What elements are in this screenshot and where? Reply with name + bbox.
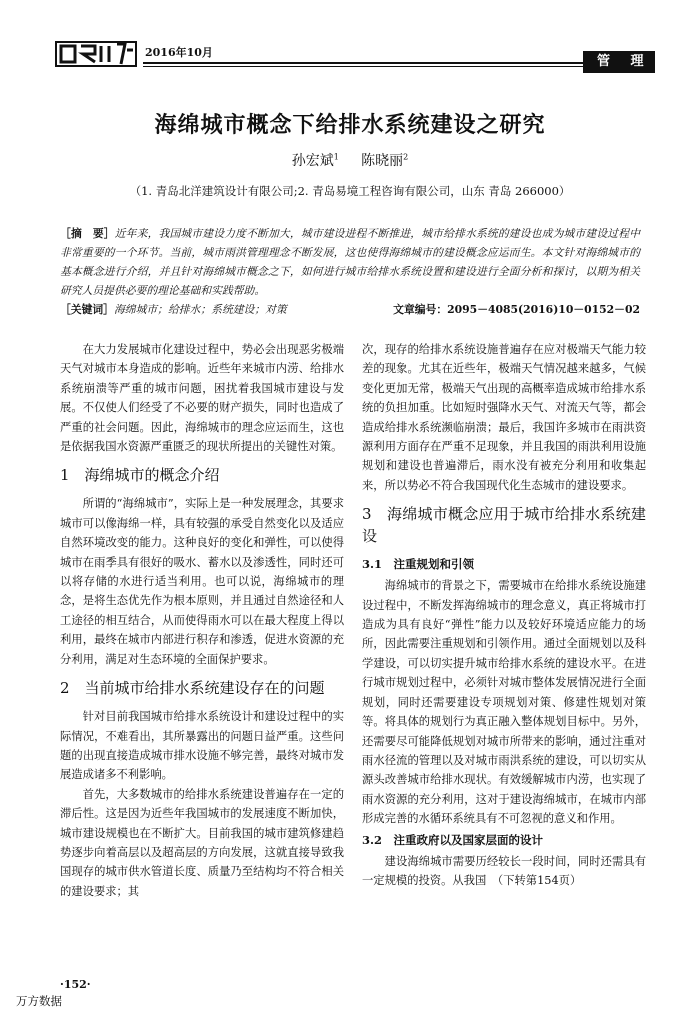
author-2-affil: 2 [403,152,409,162]
keywords [60,302,287,317]
right-column [362,340,646,890]
section-tag: 管 理 [583,51,655,73]
article-number: 文章编号：2095－4085(2016)10－0152－02 [393,303,640,316]
section-heading-3: 3 海绵城市概念应用于城市给排水系统建设 [362,505,646,546]
left-column [60,340,344,901]
running-header [55,36,655,76]
abstract-label: ［摘 要］ [60,227,115,240]
paragraph: 首先，大多数城市的给排水系统建设普遍存在一定的滞后性。这是因为近些年我国城市的发展速度不断加快，城市建设规模也在不断扩大。目前我国的城市建筑修建趋势逐步向着高层以及超高层的方向发展，这就直接导致我国现存的城市供水管道长度、质量乃至结构均不符合相关的建设要求；其 [60,787,344,898]
abstract [60,224,640,300]
paper-title: 海绵城市概念下给排水系统建设之研究 [154,112,546,138]
subsection-heading-3-1: 3.1 注重规划和引领 [362,557,475,572]
paragraph: 针对目前我国城市给排水系统设计和建设过程中的实际情况，不难看出，其所暴露出的问题日益严重。这些问题的出现直接造成城市排水设施不够完善，最终对城市发展造成诸多不利影响。 [60,710,344,782]
page-number: ·152· [60,978,91,991]
issue-date: 2016年10月 [145,46,213,59]
affiliation: （1. 青岛北洋建筑设计有限公司;2. 青岛易境工程咨询有限公司，山东 青岛 266000） [129,184,571,198]
author-1-affil: 1 [333,152,339,162]
authors [0,150,700,170]
journal-logo [55,40,137,68]
keywords-label: ［关键词］ [60,303,114,316]
section-heading-2: 2 当前城市给排水系统建设存在的问题 [60,679,325,698]
paragraph: 在大力发展城市化建设过程中，势必会出现恶劣极端天气对城市本身造成的影响。近些年来城市内涝、给排水系统崩溃等严重的城市问题，困扰着我国城市建设与发展。不仅使人们经受了不必要的财产损失，同时也造成了严重的社会问题。因此，海绵城市的理念应运而生，这也是依据我国水资源严重匮乏的现状所提出的关键性对策。 [60,343,344,454]
subsection-heading-3-2: 3.2 注重政府以及国家层面的设计 [362,832,544,847]
author-1: 孙宏斌 [291,153,334,169]
author-2: 陈晓丽 [361,153,404,169]
paragraph: 海绵城市的背景之下，需要城市在给排水系统设施建设过程中，不断发挥海绵城市的理念意义，真正将城市打造成为具有良好“弹性”能力以及较好环境适应能力的场所，因此需要注重规划和引领作用。通过全面规划以及科学建设，可以切实提升城市给排水系统的建设水平。在进行城市规划过程中，必须针对城市整体发展情况进行全面规划，同时还需要建设专项规划对策、修建性规划对策等。将具体的规划行为真正融入整体规划目标中。另外，还需要尽可能降低规划对城市所带来的影响，通过注重对雨水径流的管理以及对城市雨洪系统的建设，可以切实从源头改善城市给排水现状。有效缓解城市内涝，也实现了雨水资源的充分利用，这对于建设海绵城市，在城市内部形成完善的水循环系统具有不可忽视的意义和作用。 [362,579,646,826]
keywords-text: 海绵城市；给排水；系统建设；对策 [113,303,287,316]
paragraph: 建设海绵城市需要历经较长一段时间，同时还需具有一定规模的投资。从我国 （下转第154页） [362,854,646,887]
abstract-text: 近年来，我国城市建设力度不断加大，城市建设进程不断推进，城市给排水系统的建设也成为城市建设过程中非常重要的一个环节。当前，城市雨洪管理理念不断发展，这也使得海绵城市的建设概念应运而生。本文针对海绵城市的基本概念进行介绍，并且针对海绵城市概念之下，如何进行城市给排水系统设置和建设进行全面分析和探讨，以期为相关研究人员提供必要的理论基础和实践帮助。 [60,227,640,297]
header-rule-thin [143,66,615,67]
section-heading-1: 1 海绵城市的概念介绍 [60,466,220,485]
header-rule [143,62,615,64]
watermark-footer: 万方数据 [16,994,62,1008]
paragraph: 所谓的“海绵城市”，实际上是一种发展理念，其要求城市可以像海绵一样，具有较强的承受自然变化以及适应自然环境改变的能力。这种良好的变化和弹性，可以使得城市在雨季具有很好的吸水、蓄水以及渗透性，同时还可以将存储的水进行适当利用。也可以说，海绵城市的理念，是将生态优先作为根本原则，并且通过自然途径和人工途径的相互结合，从而使得雨水可以在最大程度上得以利用，最终在城市内部进行积存和渗透，促进水资源的充分利用，满足对生态环境的全面保护要求。 [60,497,344,666]
paragraph: 次，现存的给排水系统设施普遍存在应对极端天气能力较差的现象。尤其在近些年，极端天气情况越来越多，气候变化更加无常，极端天气出现的高概率造成城市给排水系统的负担加重。比如短时强降水天气、对流天气等，都会造成给排水系统濒临崩溃；最后，我国许多城市在雨洪资源利用方面存在严重不足现象，并且我国的雨洪利用设施规划和建设也普遍滞后，雨水没有被充分利用和收集起来，所以势必不符合我国现代化生态城市的建设要求。 [362,343,646,492]
